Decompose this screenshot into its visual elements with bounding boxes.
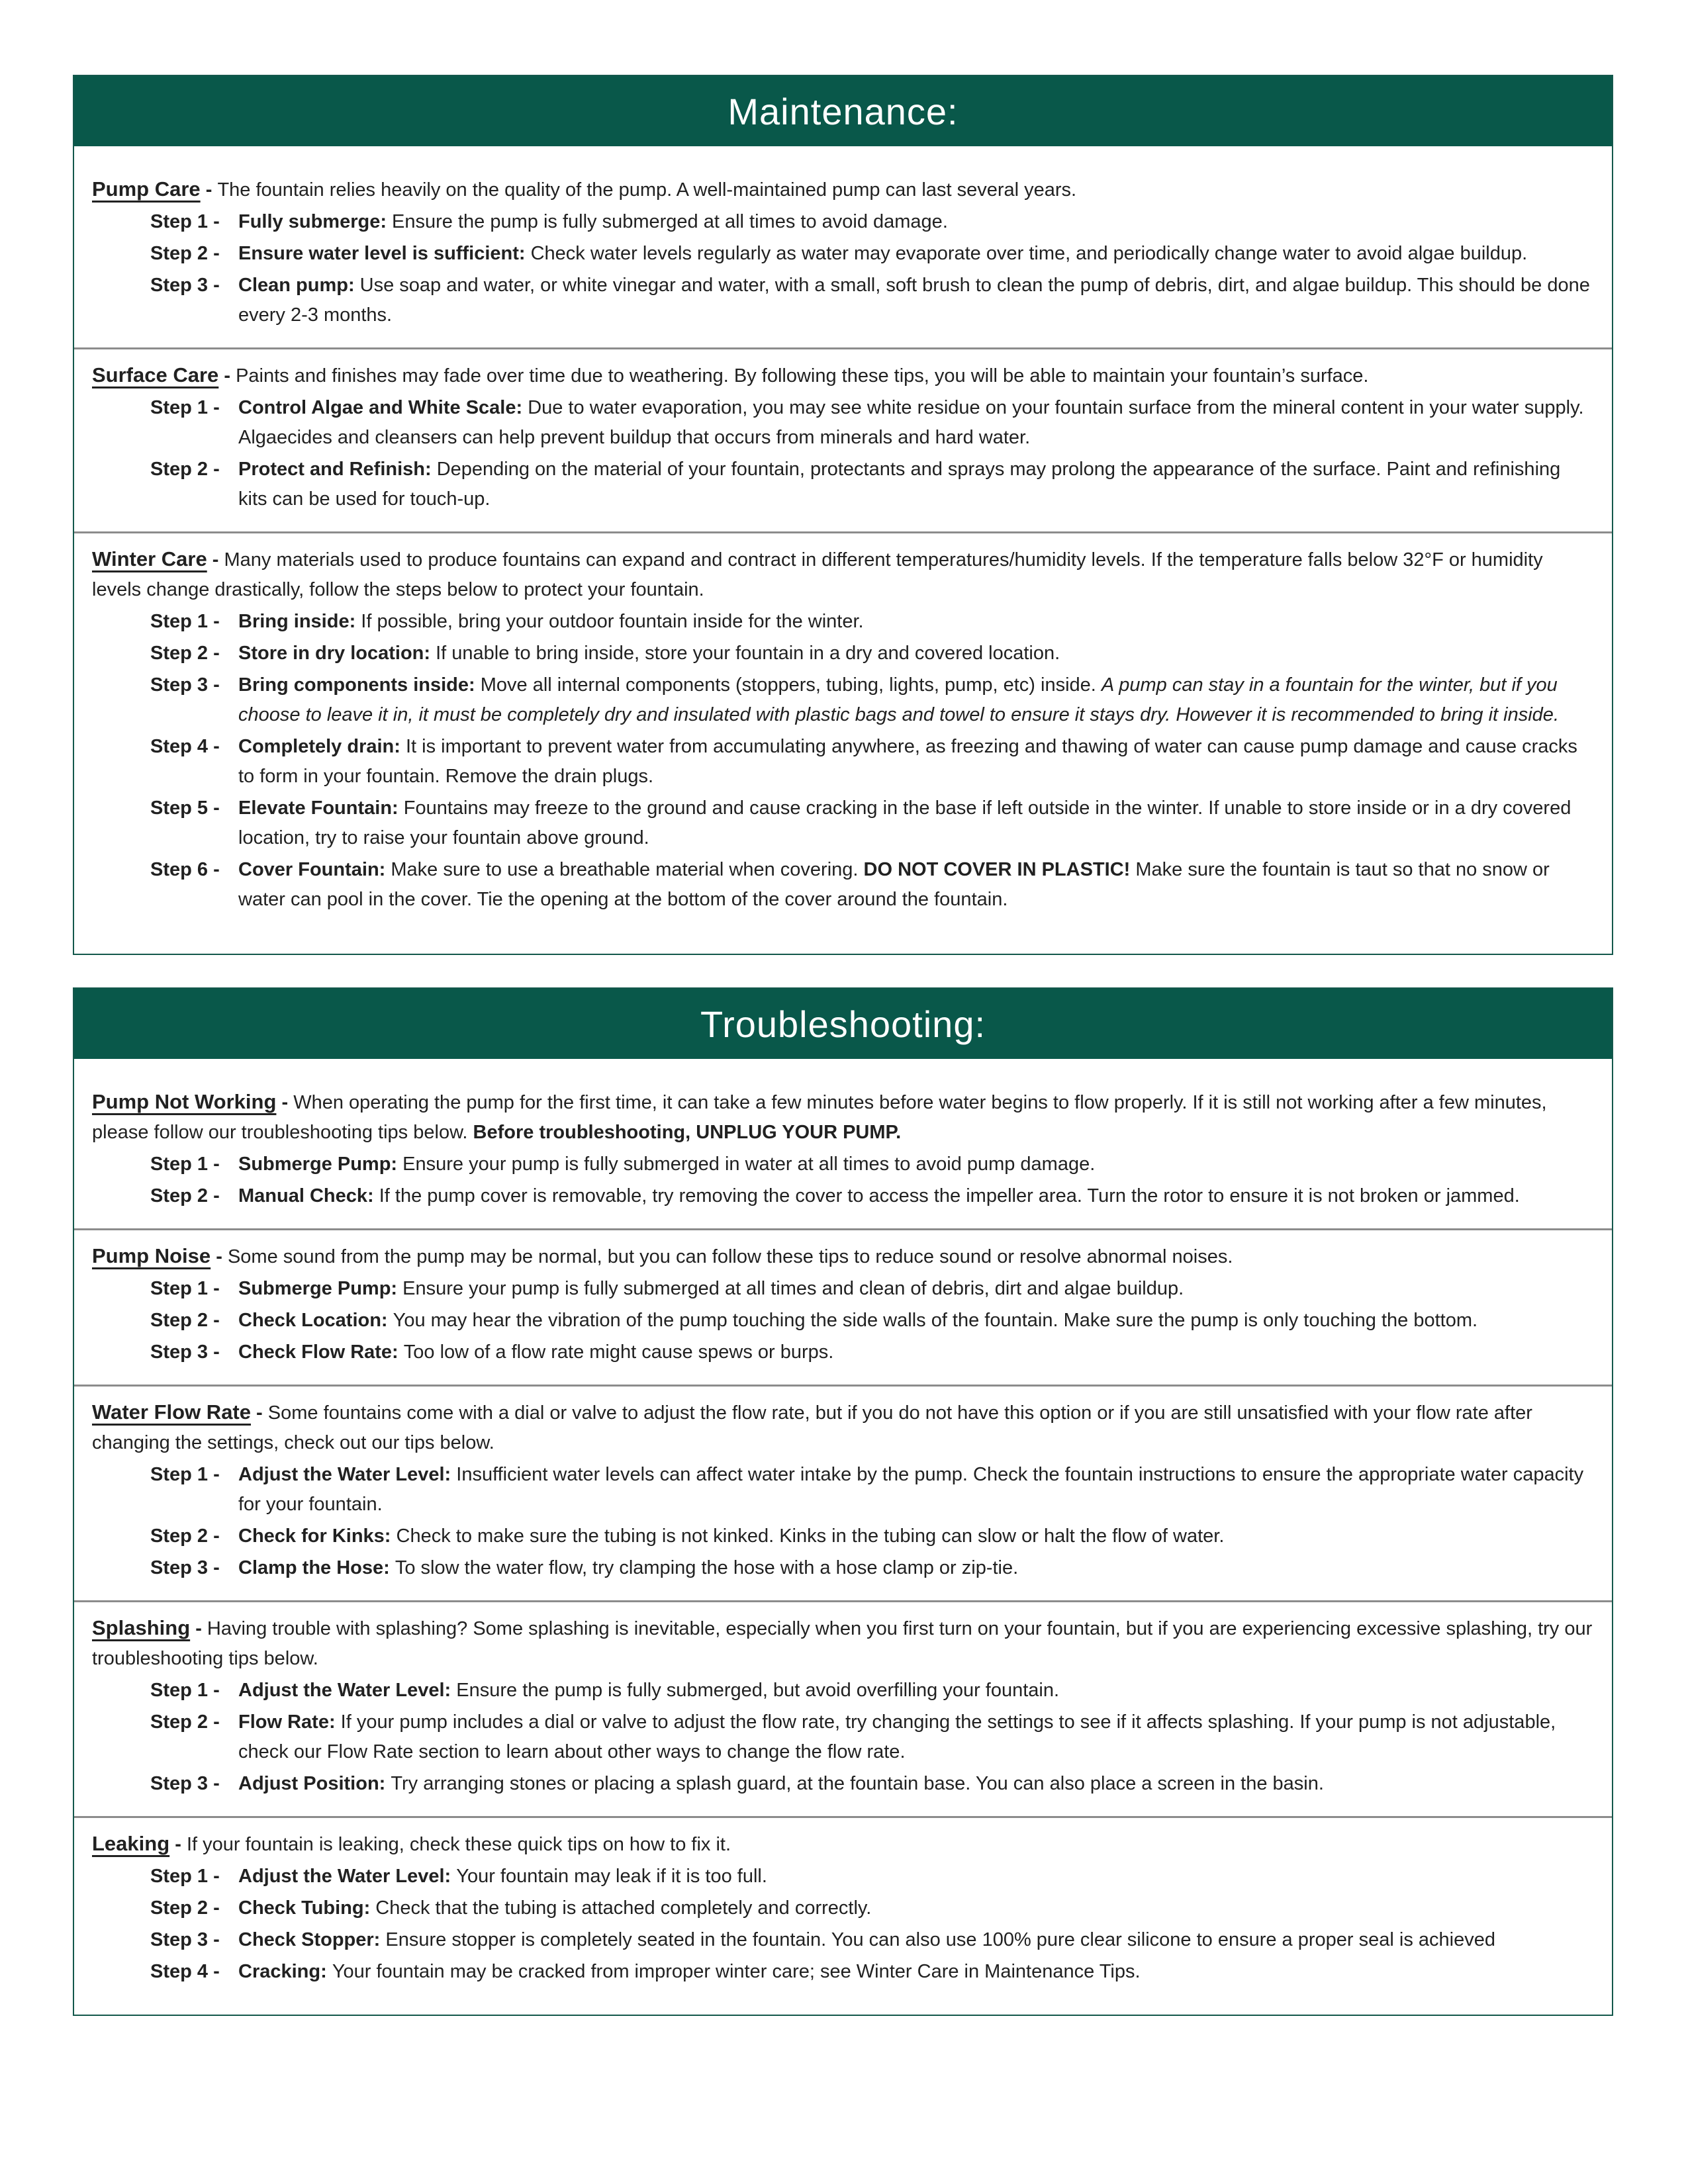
step-text <box>238 1893 1594 1923</box>
step-row <box>92 1460 1594 1520</box>
step-row <box>92 1150 1594 1179</box>
section-intro <box>92 1241 1594 1272</box>
section-divider <box>74 531 1612 533</box>
text-segment: Too low of a flow rate might cause spews or burps. <box>403 1342 834 1363</box>
step-label: Step 2 - <box>150 1185 220 1206</box>
step-text <box>238 239 1594 269</box>
step-row <box>92 607 1594 637</box>
step-row <box>92 455 1594 514</box>
text-segment: When operating the pump for the first time, it can take a few minutes before water begins to flow properly. If it is still not working after a few minutes, please follow our troubleshooting tips below. <box>92 1092 1547 1143</box>
text-segment: Fountains may freeze to the ground and cause cracking in the base if left outside in the winter. If unable to store inside or in a dry covered location, try to raise your fountain above ground. <box>238 797 1571 848</box>
text-segment: Make sure the fountain is taut so that no snow or water can pool in the cover. Tie the opening at the bottom of the cover around the fountain. <box>238 859 1550 910</box>
step-row <box>92 1707 1594 1767</box>
text-segment: Ensure the pump is fully submerged at all times to avoid damage. <box>392 211 948 232</box>
step-text <box>238 1769 1594 1799</box>
section-heading: Pump Care <box>92 177 201 201</box>
text-segment: Ensure your pump is fully submerged in water at all times to avoid pump damage. <box>402 1154 1096 1175</box>
section-intro <box>92 1087 1594 1148</box>
step-row <box>92 239 1594 269</box>
step-label: Step 1 - <box>150 1866 220 1887</box>
step-title: Check Location: <box>238 1310 393 1331</box>
step-text <box>238 1460 1594 1520</box>
step-label: Step 3 - <box>150 1929 220 1950</box>
section-dash: - <box>218 365 236 387</box>
step-title: Flow Rate: <box>238 1711 341 1733</box>
step-title: Adjust the Water Level: <box>238 1680 457 1701</box>
text-segment: Check that the tubing is attached completely and correctly. <box>375 1897 872 1919</box>
step-row <box>92 1862 1594 1891</box>
text-segment: Use soap and water, or white vinegar and water, with a small, soft brush to clean the pump of debris, dirt, and algae buildup. This should be done every 2-3 months. <box>238 275 1590 326</box>
step-row <box>92 670 1594 730</box>
step-row <box>92 207 1594 237</box>
step-title: Check Stopper: <box>238 1929 386 1950</box>
step-title: Ensure water level is sufficient: <box>238 243 531 264</box>
text-segment: Ensure stopper is completely seated in the fountain. You can also use 100% pure clear silicone to ensure a proper seal is achieved <box>385 1929 1495 1950</box>
step-text <box>238 1676 1594 1706</box>
section-heading: Pump Noise <box>92 1244 211 1267</box>
step-row <box>92 393 1594 453</box>
text-segment: If your fountain is leaking, check these quick tips on how to fix it. <box>186 1834 731 1855</box>
step-text <box>238 1522 1594 1551</box>
text-segment: Check to make sure the tubing is not kinked. Kinks in the tubing can slow or halt the flow of water. <box>396 1525 1225 1547</box>
step-title: Control Algae and White Scale: <box>238 397 528 418</box>
step-text <box>238 607 1594 637</box>
step-title: Submerge Pump: <box>238 1278 403 1299</box>
text-segment: Move all internal components (stoppers, tubing, lights, pump, etc) inside. <box>480 674 1102 696</box>
section-intro <box>92 360 1594 391</box>
step-row <box>92 855 1594 915</box>
text-segment: A pump can stay in a fountain for the winter, but if you choose to leave it in, it must be completely dry and insulated with plastic bags and towel to ensure it stays dry. However it is recommended to bring it inside. <box>238 674 1559 725</box>
text-segment: If your pump includes a dial or valve to adjust the flow rate, try changing the settings to see if it affects splashing. If your pump is not adjustable, check our Flow Rate section to learn about other ways to change the flow rate. <box>238 1711 1556 1762</box>
text-segment: Many materials used to produce fountains can expand and contract in different temperatures/humidity levels. If the temperature falls below 32°F or humidity levels change drastically, follow the steps below to protect your fountain. <box>92 549 1543 600</box>
step-text <box>238 1306 1594 1336</box>
section-divider <box>74 1228 1612 1230</box>
text-segment: Some fountains come with a dial or valve to adjust the flow rate, but if you do not have this option or if you are still unsatisfied with your flow rate after changing the settings, check out our tips below. <box>92 1402 1532 1453</box>
step-row <box>92 1957 1594 1987</box>
section-intro <box>92 1829 1594 1860</box>
step-title: Check Tubing: <box>238 1897 376 1919</box>
step-row <box>92 1676 1594 1706</box>
maintenance-panel <box>73 75 1613 955</box>
step-text <box>238 1925 1594 1955</box>
section-divider <box>74 347 1612 349</box>
section-heading: Leaking <box>92 1832 170 1855</box>
step-title: Check Flow Rate: <box>238 1342 404 1363</box>
step-row <box>92 794 1594 853</box>
section-dash: - <box>200 179 218 201</box>
step-label: Step 1 - <box>150 211 220 232</box>
text-segment: To slow the water flow, try clamping the hose with a hose clamp or zip-tie. <box>395 1557 1019 1578</box>
section-dash: - <box>207 549 224 570</box>
text-segment: The fountain relies heavily on the quality of the pump. A well-maintained pump can last several years. <box>217 179 1077 201</box>
troubleshooting-title: Troubleshooting: <box>700 1003 986 1045</box>
step-row <box>92 1553 1594 1583</box>
section-heading: Surface Care <box>92 363 219 387</box>
step-text <box>238 1707 1594 1767</box>
step-title: Adjust the Water Level: <box>238 1464 457 1485</box>
step-title: Cover Fountain: <box>238 859 391 880</box>
troubleshooting-panel <box>73 987 1613 2016</box>
step-title: Bring components inside: <box>238 674 481 696</box>
step-text <box>238 732 1594 792</box>
step-title: Clean pump: <box>238 275 360 296</box>
text-segment: It is important to prevent water from accumulating anywhere, as freezing and thawing of water can cause pump damage and cause cracks to form in your fountain. Remove the drain plugs. <box>238 736 1577 787</box>
step-title: Cracking: <box>238 1961 332 1982</box>
section-dash: - <box>211 1246 228 1267</box>
text-segment: Due to water evaporation, you may see white residue on your fountain surface from the mineral content in your water supply. Algaecides and cleansers can help prevent buildup that occurs from minerals and hard water. <box>238 397 1584 448</box>
maintenance-title: Maintenance: <box>727 90 959 132</box>
section-intro <box>92 1613 1594 1674</box>
step-title: Adjust the Water Level: <box>238 1866 457 1887</box>
step-text <box>238 455 1594 514</box>
text-segment: Some sound from the pump may be normal, but you can follow these tips to reduce sound or resolve abnormal noises. <box>227 1246 1233 1267</box>
section-heading: Pump Not Working <box>92 1090 277 1113</box>
text-segment: Your fountain may be cracked from improper winter care; see Winter Care in Maintenance Tips. <box>332 1961 1141 1982</box>
text-segment: If the pump cover is removable, try removing the cover to access the impeller area. Turn the rotor to ensure it is not broken or jammed. <box>379 1185 1520 1206</box>
step-label: Step 1 - <box>150 611 220 632</box>
text-segment: Ensure your pump is fully submerged at all times and clean of debris, dirt and algae buildup. <box>402 1278 1184 1299</box>
step-row <box>92 1181 1594 1211</box>
step-label: Step 1 - <box>150 397 220 418</box>
step-text <box>238 670 1594 730</box>
step-label: Step 4 - <box>150 736 220 757</box>
step-label: Step 1 - <box>150 1154 220 1175</box>
step-label: Step 1 - <box>150 1278 220 1299</box>
section-divider <box>74 1385 1612 1387</box>
text-segment: Paints and finishes may fade over time due to weathering. By following these tips, you will be able to maintain your fountain’s surface. <box>236 365 1369 387</box>
text-segment: Try arranging stones or placing a splash guard, at the fountain base. You can also place a screen in the basin. <box>391 1773 1324 1794</box>
text-segment: Make sure to use a breathable material when covering. <box>391 859 864 880</box>
step-label: Step 2 - <box>150 1711 220 1733</box>
text-segment: Insufficient water levels can affect water intake by the pump. Check the fountain instructions to ensure the appropriate water capacity for your fountain. <box>238 1464 1584 1515</box>
step-label: Step 1 - <box>150 1464 220 1485</box>
step-text <box>238 1181 1594 1211</box>
step-title: Elevate Fountain: <box>238 797 404 819</box>
section-divider <box>74 1816 1612 1818</box>
step-label: Step 3 - <box>150 1342 220 1363</box>
step-row <box>92 271 1594 330</box>
troubleshooting-header-bar <box>74 989 1612 1059</box>
text-segment: You may hear the vibration of the pump touching the side walls of the fountain. Make sure the pump is only touching the bottom. <box>393 1310 1478 1331</box>
text-segment: Before troubleshooting, UNPLUG YOUR PUMP. <box>473 1122 902 1143</box>
step-row <box>92 639 1594 668</box>
step-title: Fully submerge: <box>238 211 393 232</box>
troubleshooting-content <box>74 1059 1612 2015</box>
step-label: Step 1 - <box>150 1680 220 1701</box>
text-segment: Your fountain may leak if it is too full. <box>456 1866 767 1887</box>
step-label: Step 3 - <box>150 1773 220 1794</box>
section-divider <box>74 1600 1612 1602</box>
step-text <box>238 393 1594 453</box>
step-label: Step 2 - <box>150 643 220 664</box>
section-intro <box>92 1397 1594 1458</box>
step-title: Bring inside: <box>238 611 361 632</box>
step-row <box>92 1274 1594 1304</box>
step-title: Check for Kinks: <box>238 1525 397 1547</box>
section-heading: Water Flow Rate <box>92 1400 251 1424</box>
step-label: Step 3 - <box>150 674 220 696</box>
step-text <box>238 794 1594 853</box>
text-segment: Depending on the material of your fountain, protectants and sprays may prolong the appearance of the surface. Paint and refinishing kits can be used for touch-up. <box>238 459 1561 510</box>
step-title: Store in dry location: <box>238 643 436 664</box>
step-text <box>238 207 1594 237</box>
step-row <box>92 1925 1594 1955</box>
step-text <box>238 1553 1594 1583</box>
step-label: Step 2 - <box>150 459 220 480</box>
step-row <box>92 1306 1594 1336</box>
step-row <box>92 1522 1594 1551</box>
step-row <box>92 1338 1594 1367</box>
step-text <box>238 1338 1594 1367</box>
step-label: Step 6 - <box>150 859 220 880</box>
text-segment: Ensure the pump is fully submerged, but avoid overfilling your fountain. <box>456 1680 1060 1701</box>
step-text <box>238 1862 1594 1891</box>
section-dash: - <box>251 1402 268 1424</box>
step-label: Step 5 - <box>150 797 220 819</box>
step-title: Protect and Refinish: <box>238 459 437 480</box>
text-segment: DO NOT COVER IN PLASTIC! <box>863 859 1131 880</box>
section-dash: - <box>276 1092 294 1113</box>
step-label: Step 2 - <box>150 243 220 264</box>
section-intro <box>92 174 1594 205</box>
section-heading: Splashing <box>92 1616 191 1639</box>
maintenance-header-bar <box>74 76 1612 146</box>
step-row <box>92 732 1594 792</box>
step-row <box>92 1769 1594 1799</box>
step-text <box>238 1150 1594 1179</box>
step-title: Clamp the Hose: <box>238 1557 395 1578</box>
step-label: Step 3 - <box>150 275 220 296</box>
text-segment: If unable to bring inside, store your fountain in a dry and covered location. <box>436 643 1060 664</box>
step-text <box>238 639 1594 668</box>
step-label: Step 2 - <box>150 1310 220 1331</box>
text-segment: Having trouble with splashing? Some splashing is inevitable, especially when you first turn on your fountain, but if you are experiencing excessive splashing, try our troubleshooting tips below. <box>92 1618 1593 1669</box>
step-row <box>92 1893 1594 1923</box>
text-segment: Check water levels regularly as water may evaporate over time, and periodically change water to avoid algae buildup. <box>530 243 1528 264</box>
step-title: Completely drain: <box>238 736 406 757</box>
step-label: Step 2 - <box>150 1525 220 1547</box>
step-title: Manual Check: <box>238 1185 379 1206</box>
step-label: Step 4 - <box>150 1961 220 1982</box>
section-intro <box>92 544 1594 605</box>
step-text <box>238 855 1594 915</box>
step-text <box>238 1274 1594 1304</box>
step-title: Submerge Pump: <box>238 1154 403 1175</box>
step-text <box>238 1957 1594 1987</box>
section-dash: - <box>190 1618 207 1639</box>
step-label: Step 3 - <box>150 1557 220 1578</box>
step-label: Step 2 - <box>150 1897 220 1919</box>
section-heading: Winter Care <box>92 547 207 570</box>
maintenance-content <box>74 146 1612 942</box>
step-text <box>238 271 1594 330</box>
section-dash: - <box>169 1834 187 1855</box>
text-segment: If possible, bring your outdoor fountain inside for the winter. <box>361 611 864 632</box>
step-title: Adjust Position: <box>238 1773 391 1794</box>
